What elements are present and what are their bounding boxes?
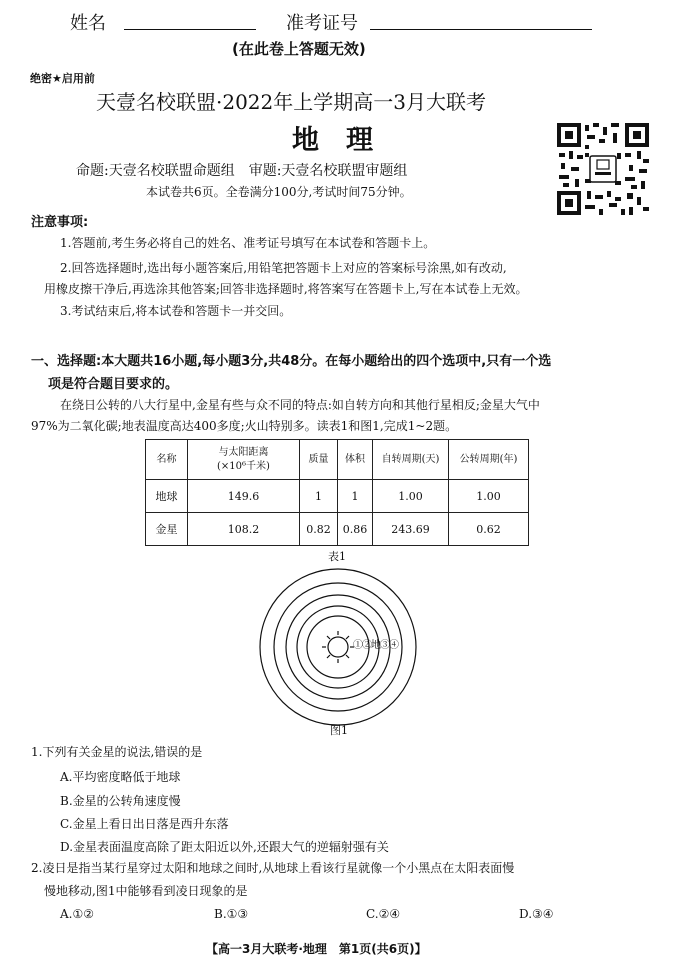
exam-title: 天壹名校联盟·2022年上学期高一3月大联考 [96, 90, 486, 114]
table-row [146, 480, 529, 513]
figure-caption: 图1 [330, 724, 348, 737]
table-cell: 149.6 [188, 480, 300, 513]
exam-id-field[interactable] [370, 14, 592, 30]
figure-labels [353, 640, 398, 652]
table-caption: 表1 [328, 550, 346, 563]
page-footer: 【高一3月大联考·地理 第1页(共6页)】 [206, 942, 427, 956]
table-cell: 1.00 [449, 480, 529, 513]
table-cell: 243.69 [373, 513, 449, 546]
table-cell: 1 [338, 480, 373, 513]
planet-label-3: ③ [380, 640, 389, 651]
table-header: 自转周期(天) [373, 440, 449, 480]
table-header: 公转周期(年) [449, 440, 529, 480]
intro-text: 在绕日公转的八大行星中,金星有些与众不同的特点:如自转方向和其他行星相反;金星大气中 [60, 398, 540, 412]
planet-label-earth: 地 [371, 640, 380, 651]
question-1-stem: 1.下列有关金星的说法,错误的是 [31, 745, 203, 759]
name-label: 姓名 [70, 13, 106, 34]
invalid-note: (在此卷上答题无效) [232, 40, 366, 58]
table-row [146, 513, 529, 546]
question-1-option-b[interactable]: B.金星的公转角速度慢 [60, 794, 181, 808]
table-header: 体积 [338, 440, 373, 480]
table-header: 名称 [146, 440, 188, 480]
question-1-option-a[interactable]: A.平均密度略低于地球 [60, 770, 181, 784]
notes-heading: 注意事项: [31, 215, 89, 230]
exam-id-label: 准考证号 [286, 13, 358, 34]
planet-label-2: ② [362, 640, 371, 651]
question-2-option-b[interactable]: B.①③ [214, 907, 249, 921]
table-cell: 1 [300, 480, 338, 513]
note-item: 2.回答选择题时,选出每小题答案后,用铅笔把答题卡上对应的答案标号涂黑,如有改动, [60, 261, 507, 275]
section-heading: 一、选择题:本大题共16小题,每小题3分,共48分。在每小题给出的四个选项中,只有一个选 [31, 354, 552, 369]
note-item: 用橡皮擦干净后,再选涂其他答案;回答非选择题时,将答案写在答题卡上,写在本试卷上无效。 [44, 282, 528, 296]
section-heading-cont: 项是符合题目要求的。 [48, 377, 179, 392]
question-1-option-c[interactable]: C.金星上看日出日落是西升东落 [60, 817, 229, 831]
question-2-stem: 2.凌日是指当某行星穿过太阳和地球之间时,从地球上看该行星就像一个小黑点在太阳表面慢 [31, 861, 515, 875]
table-cell: 0.86 [338, 513, 373, 546]
question-2-stem-cont: 慢地移动,图1中能够看到凌日现象的是 [44, 884, 248, 898]
table-cell: 0.62 [449, 513, 529, 546]
intro-text: 97%为二氧化碳;地表温度高达400多度;火山特别多。读表1和图1,完成1~2题。 [31, 419, 458, 433]
exam-info: 本试卷共6页。全卷满分100分,考试时间75分钟。 [146, 185, 412, 199]
sun-icon [322, 631, 354, 663]
question-1-option-d[interactable]: D.金星表面温度高除了距太阳近以外,还跟大气的逆辐射强有关 [60, 840, 389, 854]
subject-title: 地 理 [292, 125, 373, 156]
secrecy-label: 绝密★启用前 [30, 72, 95, 85]
question-2-option-a[interactable]: A.①② [60, 907, 94, 921]
table-header: 质量 [300, 440, 338, 480]
planet-label-1: ① [353, 640, 362, 651]
planet-label-4: ④ [389, 640, 398, 651]
table-1 [145, 439, 529, 546]
name-field[interactable] [124, 14, 256, 30]
table-cell: 1.00 [373, 480, 449, 513]
authors-line: 命题:天壹名校联盟命题组 审题:天壹名校联盟审题组 [76, 163, 408, 179]
table-header-row [146, 440, 529, 480]
table-cell: 金星 [146, 513, 188, 546]
qr-code [557, 123, 649, 215]
question-2-option-c[interactable]: C.②④ [366, 907, 401, 921]
table-header: 与太阳距离 (×10⁶千米) [188, 440, 300, 480]
table-cell: 108.2 [188, 513, 300, 546]
table-cell: 地球 [146, 480, 188, 513]
question-2-option-d[interactable]: D.③④ [519, 907, 554, 921]
note-item: 3.考试结束后,将本试卷和答题卡一并交回。 [60, 304, 292, 318]
table-cell: 0.82 [300, 513, 338, 546]
note-item: 1.答题前,考生务必将自己的姓名、准考证号填写在本试卷和答题卡上。 [60, 236, 436, 250]
